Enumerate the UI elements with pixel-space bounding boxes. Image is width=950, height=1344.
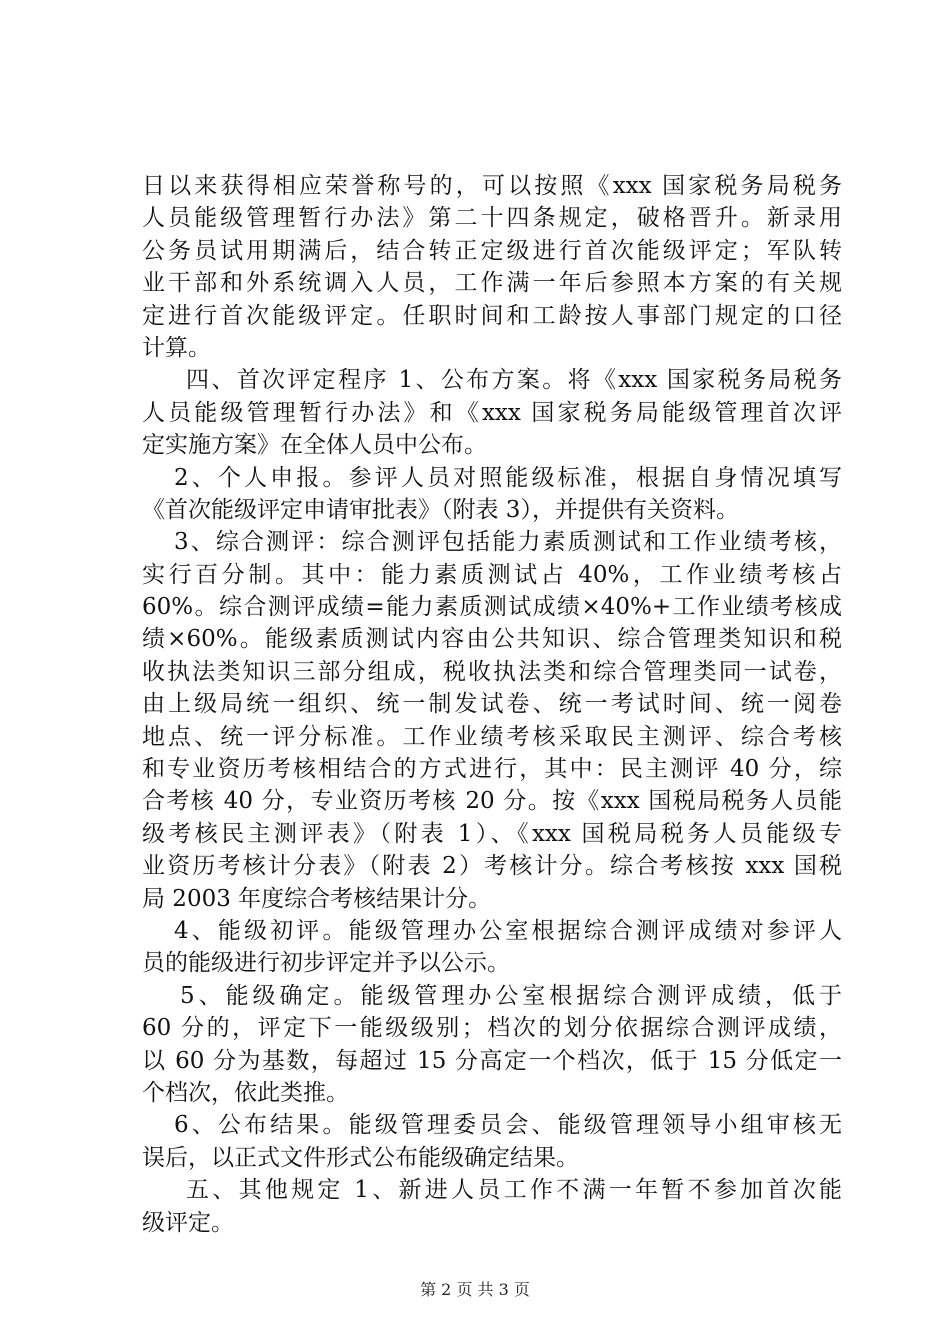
text-line: 3、综合测评：综合测评包括能力素质测试和工作业绩考核， [174, 529, 842, 556]
text-line: 人员能级管理暂行办法》和《xxx 国家税务局能级管理首次评 [142, 399, 842, 426]
text-line: 绩×60%。能级素质测试内容由公共知识、综合管理类知识和税 [142, 626, 842, 653]
text-line: 定实施方案》在全体人员中公布。 [142, 432, 487, 459]
text-line: 级评定。 [142, 1209, 234, 1236]
document-body [142, 170, 842, 1239]
text-line: 定进行首次能级评定。任职时间和工龄按人事部门规定的口径 [142, 302, 842, 329]
text-line: 60%。综合测评成绩=能力素质测试成绩×40%+工作业绩考核成 [142, 594, 842, 621]
text-line: 由上级局统一组织、统一制发试卷、统一考试时间、统一阅卷 [142, 691, 842, 718]
text-line: 业资历考核计分表》（附表 2）考核计分。综合考核按 xxx 国税 [142, 853, 842, 880]
page-footer: 第 2 页 共 3 页 [420, 1280, 530, 1299]
text-line: 日以来获得相应荣誉称号的，可以按照《xxx 国家税务局税务 [142, 173, 842, 199]
text-line: 《首次能级评定申请审批表》（附表 3），并提供有关资料。 [142, 496, 739, 523]
text-line: 人员能级管理暂行办法》第二十四条规定，破格晋升。新录用 [142, 205, 842, 232]
text-line: 计算。 [142, 334, 211, 361]
text-line: 实行百分制。其中：能力素质测试占 40%，工作业绩考核占 [142, 561, 842, 588]
text-line: 收执法类知识三部分组成，税收执法类和综合管理类同一试卷， [142, 658, 842, 685]
text-line: 以 60 分为基数，每超过 15 分高定一个档次，低于 15 分低定一 [142, 1047, 842, 1074]
text-line: 员的能级进行初步评定并予以公示。 [142, 950, 510, 977]
text-line: 地点、统一评分标准。工作业绩考核采取民主测评、综合考核 [142, 723, 842, 750]
text-line: 6、公布结果。能级管理委员会、能级管理领导小组审核无 [174, 1112, 842, 1139]
text-line: 业干部和外系统调入人员，工作满一年后参照本方案的有关规 [142, 270, 842, 297]
text-line: 误后，以正式文件形式公布能级确定结果。 [142, 1144, 579, 1171]
text-line: 5、能级确定。能级管理办公室根据综合测评成绩，低于 [180, 982, 842, 1009]
text-line: 和专业资历考核相结合的方式进行，其中：民主测评 40 分，综 [142, 756, 842, 783]
text-line: 四、首次评定程序 1、公布方案。将《xxx 国家税务局税务 [186, 367, 842, 394]
text-line: 合考核 40 分，专业资历考核 20 分。按《xxx 国税局税务人员能 [142, 788, 842, 815]
text-line: 个档次，依此类推。 [142, 1079, 349, 1106]
text-line: 4、能级初评。能级管理办公室根据综合测评成绩对参评人 [174, 917, 842, 944]
text-line: 局 2003 年度综合考核结果计分。 [142, 885, 492, 912]
text-line: 公务员试用期满后，结合转正定级进行首次能级评定；军队转 [142, 237, 842, 264]
text-line: 五、其他规定 1、新进人员工作不满一年暂不参加首次能 [186, 1177, 842, 1204]
text-line: 2、个人申报。参评人员对照能级标准，根据自身情况填写 [174, 464, 842, 491]
text-line: 60 分的，评定下一能级级别；档次的划分依据综合测评成绩， [142, 1015, 842, 1042]
text-line: 级考核民主测评表》（附表 1）、《xxx 国税局税务人员能级专 [142, 820, 842, 847]
